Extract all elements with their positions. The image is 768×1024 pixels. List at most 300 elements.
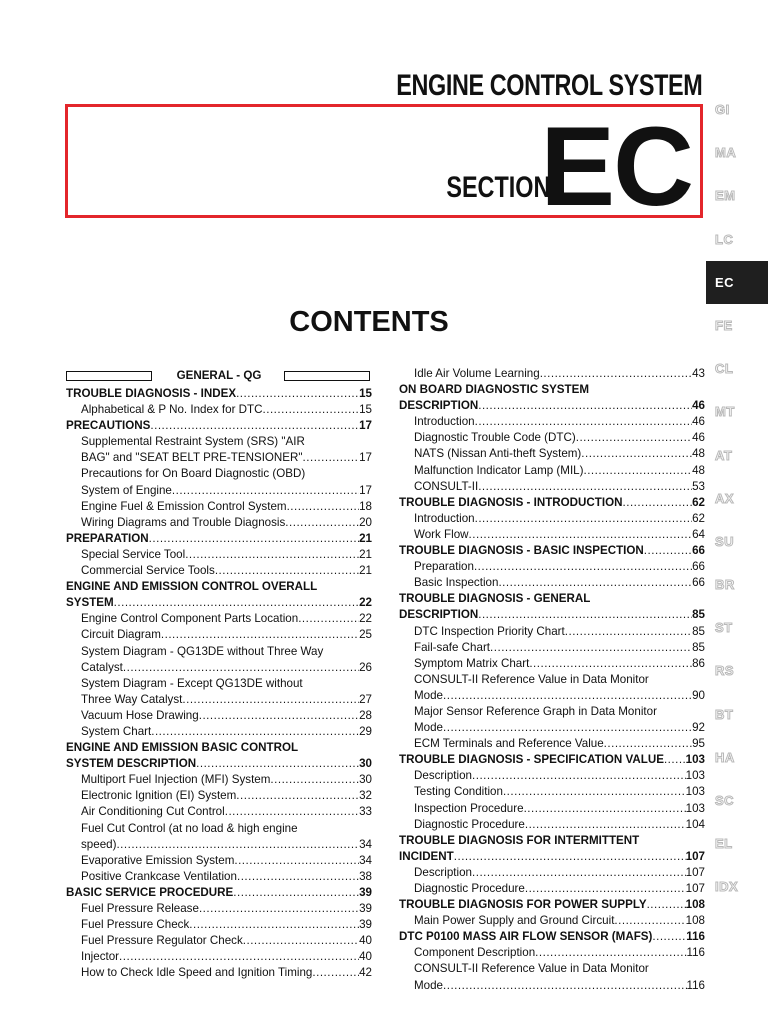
toc-page-number: 25 (359, 628, 372, 642)
toc-page-number: 48 (692, 463, 705, 477)
toc-leader-dots (529, 656, 692, 672)
toc-entry-label: TROUBLE DIAGNOSIS - INDEX (66, 387, 237, 400)
toc-leader-dots (443, 688, 692, 704)
toc-entry-label: Introduction (414, 511, 475, 525)
toc-leader-dots (123, 660, 359, 676)
toc-heading-entry[interactable] (399, 607, 705, 623)
section-tab-em[interactable]: EM (715, 188, 736, 204)
toc-entry[interactable] (66, 917, 372, 933)
toc-leader-dots (525, 881, 686, 897)
toc-entry-label: Circuit Diagram (81, 628, 161, 642)
section-tab-br[interactable]: BR (715, 577, 735, 593)
toc-entry[interactable] (399, 656, 705, 672)
toc-entry[interactable] (66, 563, 372, 579)
toc-entry[interactable] (399, 945, 705, 961)
toc-heading-entry[interactable] (399, 752, 705, 768)
toc-heading-entry[interactable] (66, 740, 372, 756)
toc-page-number: 42 (359, 966, 372, 980)
toc-entry-label: Electronic Ignition (EI) System (81, 789, 237, 803)
toc-page-number: 62 (692, 511, 705, 525)
toc-heading-entry[interactable] (399, 833, 705, 849)
group-header (66, 366, 372, 386)
toc-leader-dots (498, 575, 692, 591)
section-tab-gi[interactable]: GI (715, 102, 730, 117)
toc-heading-entry[interactable] (399, 591, 705, 607)
toc-page-number: 34 (359, 837, 372, 851)
toc-page-number: 30 (359, 757, 372, 771)
toc-heading-entry[interactable] (66, 579, 372, 595)
toc-page-number: 22 (359, 612, 372, 626)
toc-entry[interactable] (399, 801, 705, 817)
section-tab-at[interactable]: AT (715, 447, 733, 463)
section-tab-st[interactable]: ST (715, 620, 733, 636)
toc-entry-label: SYSTEM DESCRIPTION (66, 757, 197, 771)
toc-leader-dots (503, 784, 686, 800)
toc-leader-dots (237, 869, 359, 885)
toc-page-number: 66 (692, 560, 705, 574)
toc-page-number: 116 (686, 978, 705, 992)
toc-heading-entry[interactable] (66, 756, 372, 772)
toc-leader-dots (287, 499, 360, 515)
toc-page-number: 21 (359, 564, 372, 578)
toc-page-number: 104 (685, 817, 705, 831)
toc-entry[interactable] (66, 933, 372, 949)
toc-leader-dots (116, 837, 359, 853)
toc-entry-label: TROUBLE DIAGNOSIS FOR INTERMITTENT (399, 833, 640, 847)
section-tab-sc[interactable]: SC (715, 793, 735, 808)
toc-heading-entry[interactable] (399, 495, 705, 511)
toc-entry-label: PREPARATION (66, 531, 149, 545)
toc-leader-dots (233, 885, 359, 901)
toc-page-number: 92 (692, 721, 705, 735)
toc-page-number: 20 (359, 515, 372, 529)
toc-entry-label: Diagnostic Procedure (414, 882, 525, 895)
toc-entry-label: How to Check Idle Speed and Ignition Timing (81, 966, 313, 980)
toc-leader-dots (524, 801, 686, 817)
toc-page-number: 39 (359, 902, 372, 915)
toc-entry-label: TROUBLE DIAGNOSIS FOR POWER SUPPLY (399, 898, 647, 912)
toc-entry-label: speed) (81, 837, 117, 851)
toc-leader-dots (443, 720, 692, 736)
toc-entry-label: Supplemental Restraint System (SRS) "AIR (81, 435, 305, 449)
toc-entry-label: Three Way Catalyst (81, 692, 183, 706)
toc-page-number: 46 (692, 399, 705, 413)
toc-entry[interactable] (66, 450, 372, 466)
toc-entry[interactable] (399, 881, 705, 897)
toc-page-number: 103 (685, 785, 705, 799)
toc-entry[interactable] (66, 660, 372, 676)
toc-page-number: 108 (685, 914, 705, 928)
toc-entry-label: Main Power Supply and Ground Circuit (414, 914, 615, 928)
toc-leader-dots (443, 978, 687, 994)
toc-entry-label: Wiring Diagrams and Trouble Diagnosis (81, 515, 286, 529)
toc-entry[interactable] (66, 949, 372, 965)
toc-entry-label: Preparation (414, 560, 474, 574)
toc-leader-dots (647, 897, 686, 913)
toc-page-number: 15 (359, 387, 372, 400)
toc-heading-entry[interactable] (66, 885, 372, 901)
toc-entry[interactable] (399, 446, 705, 462)
toc-entry[interactable] (66, 724, 372, 740)
toc-page-number: 32 (359, 789, 372, 803)
toc-entry-label: Major Sensor Reference Graph in Data Monitor (414, 704, 657, 718)
toc-entry-label: Description (414, 865, 472, 879)
toc-leader-dots (199, 708, 359, 724)
toc-leader-dots (565, 624, 692, 640)
toc-entry[interactable] (399, 978, 705, 994)
toc-leader-dots (604, 736, 692, 752)
toc-leader-dots (472, 768, 686, 784)
toc-page-number: 39 (359, 918, 372, 932)
toc-entry[interactable] (66, 515, 372, 531)
toc-entry[interactable] (399, 720, 705, 736)
toc-entry-label: Engine Fuel & Emission Control System (81, 499, 287, 513)
toc-entry[interactable] (399, 366, 705, 382)
toc-leader-dots (285, 515, 359, 531)
toc-entry-label: TROUBLE DIAGNOSIS - BASIC INSPECTION (399, 544, 644, 558)
toc-entry[interactable] (66, 692, 372, 708)
section-tab-ax[interactable]: AX (715, 490, 735, 506)
section-tab-bt[interactable]: BT (715, 706, 734, 722)
toc-page-number: 29 (359, 724, 372, 738)
toc-entry[interactable] (399, 430, 705, 446)
toc-entry[interactable] (399, 688, 705, 704)
section-tab-ha[interactable]: HA (715, 749, 735, 765)
toc-entry-label: Vacuum Hose Drawing (81, 708, 199, 722)
toc-page-number: 116 (686, 930, 705, 944)
toc-entry[interactable] (66, 772, 372, 788)
toc-entry[interactable] (399, 913, 705, 929)
toc-page-number: 107 (685, 849, 705, 863)
toc-entry[interactable] (399, 961, 705, 977)
toc-page-number: 90 (692, 688, 705, 702)
toc-page-number: 116 (686, 946, 705, 960)
toc-entry-label: SYSTEM (66, 596, 114, 610)
toc-page-number: 43 (692, 367, 705, 380)
toc-page-number: 95 (692, 737, 705, 751)
toc-leader-dots (664, 752, 686, 768)
toc-entry-label: Fuel Pressure Release (81, 902, 199, 915)
toc-leader-dots (236, 788, 359, 804)
toc-leader-dots (182, 692, 359, 708)
toc-entry-label: Basic Inspection (414, 576, 499, 590)
toc-entry-label: DTC P0100 MASS AIR FLOW SENSOR (MAFS) (399, 930, 653, 944)
toc-leader-dots (614, 913, 685, 929)
toc-page-number: 34 (359, 853, 372, 867)
toc-right-column (399, 366, 705, 994)
toc-entry-label: ENGINE AND EMISSION CONTROL OVERALL (66, 580, 318, 594)
toc-entry-label: System Diagram - Except QG13DE without (81, 676, 303, 690)
toc-entry-label: System Chart (81, 724, 152, 738)
toc-leader-dots (490, 640, 692, 656)
toc-entry[interactable] (66, 499, 372, 515)
group-header-bar-right (284, 371, 370, 381)
toc-entry-label: TROUBLE DIAGNOSIS - SPECIFICATION VALUE (399, 753, 664, 767)
toc-entry-label: Fail-safe Chart (414, 640, 491, 654)
section-tab-cl[interactable]: CL (715, 361, 734, 377)
toc-entry-label: Injector (81, 950, 120, 964)
toc-leader-dots (215, 563, 359, 579)
toc-entry[interactable] (399, 479, 705, 495)
toc-page-number: 17 (359, 483, 372, 497)
toc-leader-dots (576, 430, 692, 446)
section-label: SECTION (445, 171, 550, 204)
toc-entry[interactable] (66, 965, 372, 981)
toc-leader-dots (119, 949, 359, 965)
toc-entry-label: System of Engine (81, 483, 172, 497)
toc-leader-dots (652, 929, 686, 945)
toc-heading-entry[interactable] (399, 849, 705, 865)
toc-entry[interactable] (66, 869, 372, 885)
toc-entry-label: CONSULT-II Reference Value in Data Monitor (414, 672, 649, 686)
toc-entry-label: INCIDENT (399, 849, 454, 863)
toc-entry-label: DESCRIPTION (399, 608, 479, 622)
toc-page-number: 66 (692, 576, 705, 590)
toc-entry-label: Mode (414, 721, 444, 735)
toc-page-number: 85 (692, 640, 705, 654)
toc-entry-label: CONSULT-II Reference Value in Data Monitor (414, 962, 649, 976)
toc-leader-dots (303, 450, 360, 466)
toc-entry[interactable] (66, 804, 372, 820)
toc-leader-dots (114, 595, 359, 611)
toc-leader-dots (270, 772, 359, 788)
toc-entry-label: BAG" and "SEAT BELT PRE-TENSIONER" (81, 451, 303, 465)
toc-page-number: 103 (685, 753, 705, 767)
toc-leader-dots (540, 366, 692, 382)
toc-entry-label: Evaporative Emission System (81, 853, 235, 867)
toc-entry-label: Fuel Cut Control (at no load & high engine (81, 821, 298, 835)
toc-leader-dots (478, 398, 692, 414)
toc-entry[interactable] (399, 865, 705, 881)
toc-entry-label: Work Flow (414, 527, 469, 541)
toc-heading-entry[interactable] (399, 398, 705, 414)
toc-page-number: 103 (685, 801, 705, 815)
toc-leader-dots (583, 463, 692, 479)
section-tabs (706, 88, 768, 909)
toc-entry-label: Description (414, 769, 472, 783)
toc-heading-entry[interactable] (399, 929, 705, 945)
toc-heading-entry[interactable] (399, 543, 705, 559)
toc-entry[interactable] (66, 837, 372, 853)
toc-entry-label: Precautions for On Board Diagnostic (OBD) (81, 467, 306, 481)
group-header-label: GENERAL - QG (176, 369, 262, 382)
toc-page-number: 22 (359, 596, 372, 610)
toc-entry[interactable] (399, 704, 705, 720)
toc-entry[interactable] (66, 547, 372, 563)
toc-entry[interactable] (66, 708, 372, 724)
toc-entry[interactable] (66, 611, 372, 627)
toc-entry-label: Idle Air Volume Learning (414, 367, 540, 380)
toc-leader-dots (472, 865, 686, 881)
toc-entry-label: Mode (414, 978, 444, 992)
toc-entry[interactable] (66, 676, 372, 692)
toc-entry-label: ON BOARD DIAGNOSTIC SYSTEM (399, 383, 590, 397)
toc-page-number: 21 (359, 547, 372, 561)
toc-entry[interactable] (399, 817, 705, 833)
toc-page-number: 21 (359, 531, 372, 545)
toc-page-number: 66 (692, 544, 705, 558)
toc-entry[interactable] (399, 624, 705, 640)
toc-leader-dots (199, 901, 359, 917)
toc-page-number: 107 (685, 882, 705, 895)
section-tab-ma[interactable]: MA (715, 145, 737, 161)
toc-page-number: 40 (359, 934, 372, 948)
toc-entry-label: Air Conditioning Cut Control (81, 805, 225, 819)
toc-leader-dots (298, 611, 359, 627)
section-code: EC (540, 104, 692, 229)
contents-heading: CONTENTS (289, 306, 449, 338)
toc-heading-entry[interactable] (399, 897, 705, 913)
toc-heading-entry[interactable] (66, 386, 372, 402)
toc-entry[interactable] (399, 511, 705, 527)
toc-entry-label: Malfunction Indicator Lamp (MIL) (414, 463, 584, 477)
toc-entry-label: CONSULT-II (414, 479, 479, 493)
toc-entry[interactable] (399, 640, 705, 656)
toc-entry-label: TROUBLE DIAGNOSIS - INTRODUCTION (399, 495, 623, 509)
toc-entry-label: Mode (414, 688, 444, 702)
toc-entry[interactable] (66, 483, 372, 499)
section-tab-rs[interactable]: RS (715, 663, 735, 679)
toc-entry-label: Inspection Procedure (414, 801, 524, 815)
toc-entry-label: BASIC SERVICE PROCEDURE (66, 885, 234, 899)
toc-page-number: 18 (359, 499, 372, 513)
toc-entry-label: DTC Inspection Priority Chart (414, 624, 565, 638)
toc-page-number: 107 (685, 865, 705, 879)
toc-page-number: 53 (692, 479, 705, 493)
toc-leader-dots (236, 386, 359, 402)
toc-entry-label: ENGINE AND EMISSION BASIC CONTROL (66, 741, 299, 755)
toc-leader-dots (150, 418, 359, 434)
toc-entry-label: PRECAUTIONS (66, 419, 151, 433)
toc-entry-label: DESCRIPTION (399, 399, 479, 413)
toc-entry-label: Alphabetical & P No. Index for DTC (81, 403, 263, 417)
toc-entry-label: Component Description (414, 946, 536, 960)
toc-leader-dots (644, 543, 692, 559)
toc-entry-label: Diagnostic Procedure (414, 817, 525, 831)
toc-page-number: 103 (685, 769, 705, 783)
section-tab-ec[interactable]: EC (706, 261, 768, 304)
toc-entry[interactable] (399, 463, 705, 479)
toc-leader-dots (151, 724, 359, 740)
toc-leader-dots (161, 627, 359, 643)
toc-leader-dots (478, 479, 692, 495)
toc-entry[interactable] (66, 434, 372, 450)
toc-leader-dots (225, 804, 359, 820)
toc-heading-entry[interactable] (66, 531, 372, 547)
toc-heading-entry[interactable] (399, 382, 705, 398)
toc-page-number: 46 (692, 431, 705, 445)
toc-leader-dots (185, 547, 359, 563)
toc-page-number: 46 (692, 415, 705, 429)
toc-entry[interactable] (66, 644, 372, 660)
toc-leader-dots (234, 853, 359, 869)
toc-entry-label: Diagnostic Trouble Code (DTC) (414, 431, 576, 445)
toc-entry-label: Commercial Service Tools (81, 564, 215, 578)
toc-leader-dots (535, 945, 686, 961)
section-tab-su[interactable]: SU (715, 533, 735, 549)
section-tab-idx[interactable]: IDX (715, 879, 739, 895)
toc-leader-dots (189, 917, 359, 933)
toc-entry[interactable] (66, 821, 372, 837)
toc-left-column (66, 366, 372, 981)
toc-page-number: 64 (692, 527, 705, 541)
toc-leader-dots (581, 446, 692, 462)
toc-entry[interactable] (66, 901, 372, 917)
toc-entry[interactable] (399, 784, 705, 800)
toc-leader-dots (196, 756, 359, 772)
toc-leader-dots (149, 531, 359, 547)
toc-entry[interactable] (399, 672, 705, 688)
toc-leader-dots (475, 414, 693, 430)
toc-leader-dots (475, 511, 693, 527)
toc-entry[interactable] (66, 853, 372, 869)
toc-page-number: 85 (692, 624, 705, 638)
document-title: ENGINE CONTROL SYSTEM (395, 69, 702, 102)
toc-page-number: 17 (359, 419, 372, 433)
toc-entry-label: System Diagram - QG13DE without Three Way (81, 644, 324, 658)
section-tab-fe[interactable]: FE (715, 317, 733, 333)
section-tab-mt[interactable]: MT (715, 404, 735, 420)
toc-entry-label: Introduction (414, 415, 475, 429)
toc-entry-label: Fuel Pressure Regulator Check (81, 934, 243, 948)
toc-leader-dots (478, 607, 692, 623)
toc-entry[interactable] (399, 527, 705, 543)
toc-page-number: 62 (692, 495, 705, 509)
toc-page-number: 33 (359, 805, 372, 819)
toc-entry-label: Multiport Fuel Injection (MFI) System (81, 773, 271, 787)
toc-leader-dots (243, 933, 359, 949)
section-tab-el[interactable]: EL (715, 836, 733, 852)
toc-page-number: 15 (359, 403, 372, 417)
toc-entry-label: Symptom Matrix Chart (414, 656, 530, 670)
toc-entry-label: Special Service Tool (81, 547, 186, 561)
toc-page-number: 17 (359, 451, 372, 465)
toc-heading-entry[interactable] (66, 418, 372, 434)
toc-entry[interactable] (399, 736, 705, 752)
toc-entry[interactable] (399, 414, 705, 430)
toc-leader-dots (172, 483, 359, 499)
toc-page-number: 39 (359, 885, 372, 899)
toc-entry[interactable] (66, 402, 372, 418)
toc-page-number: 40 (359, 950, 372, 964)
toc-page-number: 85 (692, 608, 705, 622)
toc-page-number: 26 (359, 660, 372, 674)
toc-entry-label: Testing Condition (414, 785, 503, 799)
group-header-bar-left (66, 371, 152, 381)
toc-entry[interactable] (66, 627, 372, 643)
toc-page-number: 86 (692, 656, 705, 670)
toc-heading-entry[interactable] (66, 595, 372, 611)
toc-entry-label: NATS (Nissan Anti-theft System) (414, 447, 582, 461)
toc-entry[interactable] (399, 768, 705, 784)
toc-entry[interactable] (399, 559, 705, 575)
section-tab-lc[interactable]: LC (715, 231, 734, 247)
toc-leader-dots (525, 817, 686, 833)
toc-page-number: 30 (359, 773, 372, 787)
toc-entry[interactable] (66, 466, 372, 482)
toc-page-number: 27 (359, 692, 372, 706)
toc-entry-label: ECM Terminals and Reference Value (414, 737, 604, 751)
toc-leader-dots (312, 965, 359, 981)
toc-page-number: 28 (359, 708, 372, 722)
toc-leader-dots (263, 402, 360, 418)
toc-entry-label: TROUBLE DIAGNOSIS - GENERAL (399, 592, 591, 606)
toc-entry[interactable] (399, 575, 705, 591)
toc-page-number: 108 (685, 898, 705, 912)
toc-entry[interactable] (66, 788, 372, 804)
toc-leader-dots (469, 527, 693, 543)
toc-leader-dots (474, 559, 692, 575)
